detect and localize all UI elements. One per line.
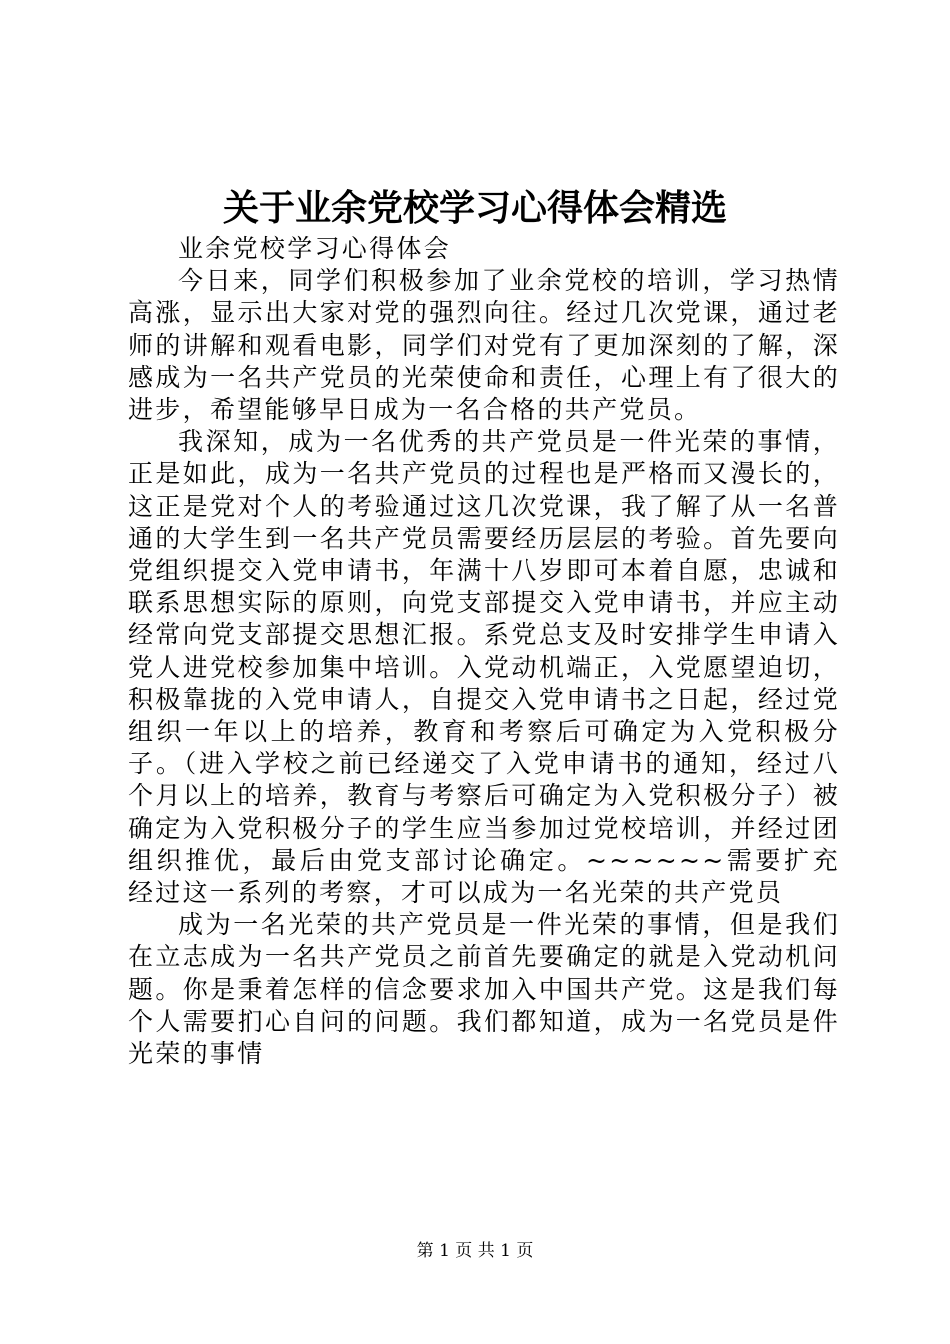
body-paragraph: 业余党校学习心得体会 (178, 234, 452, 263)
body-paragraph: 今日来，同学们积极参加了业余党校的培训，学习热情高涨，显示出大家对党的强烈向往。经过几次党课，通过老师的讲解和观看电影，同学们对党有了更加深刻的了解，深感成为一名共产党员的光荣使命和责任，心理上有了很大的进步，希望能够早日成为一名合格的共产党员。 (128, 266, 840, 425)
document-title: 关于业余党校学习心得体会精选 (222, 187, 727, 229)
page-number-footer: 第 1 页 共 1 页 (416, 1241, 534, 1261)
body-paragraph: 成为一名光荣的共产党员是一件光荣的事情，但是我们在立志成为一名共产党员之前首先要确定的就是入党动机问题。你是秉着怎样的信念要求加入中国共产党。这是我们每个人需要扪心自问的问题。我们都知道，成为一名党员是件光荣的事情 (128, 910, 840, 1069)
body-paragraph: 我深知，成为一名优秀的共产党员是一件光荣的事情，正是如此，成为一名共产党员的过程也是严格而又漫长的，这正是党对个人的考验通过这几次党课，我了解了从一名普通的大学生到一名共产党员需要经历层层的考验。首先要向党组织提交入党申请书，年满十八岁即可本着自愿，忠诚和联系思想实际的原则，向党支部提交入党申请书，并应主动经常向党支部提交思想汇报。系党总支及时安排学生申请入党人进党校参加集中培训。入党动机端正，入党愿望迫切，积极靠拢的入党申请人，自提交入党申请书之日起，经过党组织一年以上的培养，教育和考察后可确定为入党积极分子。（进入学校之前已经递交了入党申请书的通知，经过八个月以上的培养，教育与考察后可确定为入党积极分子）被确定为入党积极分子的学生应当参加过党校培训，并经过团组织推优，最后由党支部讨论确定。~~~~~~需要扩充经过这一系列的考察，才可以成为一名光荣的共产党员 (128, 427, 840, 908)
document-body (128, 233, 840, 1070)
